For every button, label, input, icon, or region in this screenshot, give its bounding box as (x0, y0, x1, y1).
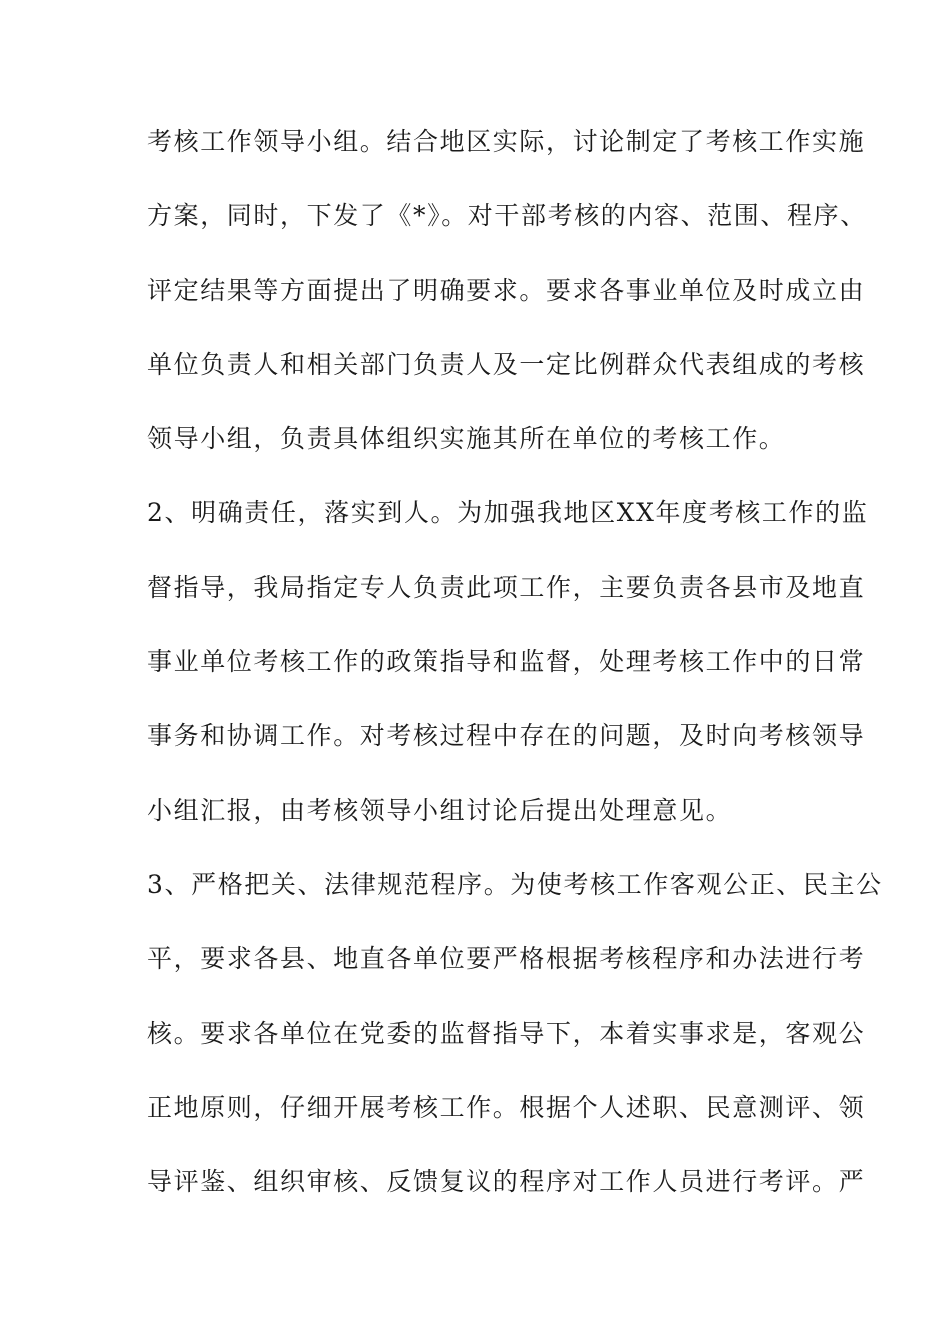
text-line: 核。要求各单位在党委的监督指导下，本着实事求是，客观公 (147, 1018, 866, 1048)
text-line: 平，要求各县、地直各单位要严格根据考核程序和办法进行考 (147, 944, 866, 974)
text-line: 督指导，我局指定专人负责此项工作，主要负责各县市及地直 (147, 572, 866, 602)
text-line: 3、严格把关、法律规范程序。为使考核工作客观公正、民主公 (147, 869, 883, 899)
text-line: 方案，同时，下发了《*》。对干部考核的内容、范围、程序、 (147, 201, 867, 231)
text-line: 导评鉴、组织审核、反馈复议的程序对工作人员进行考评。严 (147, 1167, 866, 1197)
text-line: 事务和协调工作。对考核过程中存在的问题，及时向考核领导 (147, 721, 866, 751)
text-line: 小组汇报，由考核领导小组讨论后提出处理意见。 (147, 795, 733, 825)
text-line: 2、明确责任，落实到人。为加强我地区XX年度考核工作的监 (147, 498, 869, 528)
text-line: 领导小组，负责具体组织实施其所在单位的考核工作。 (147, 424, 786, 454)
text-line: 考核工作领导小组。结合地区实际，讨论制定了考核工作实施 (147, 127, 866, 156)
text-line: 事业单位考核工作的政策指导和监督，处理考核工作中的日常 (147, 647, 866, 677)
text-line: 单位负责人和相关部门负责人及一定比例群众代表组成的考核 (147, 349, 866, 379)
text-line: 正地原则，仔细开展考核工作。根据个人述职、民意测评、领 (147, 1092, 866, 1122)
body-text (147, 127, 883, 1242)
text-line: 评定结果等方面提出了明确要求。要求各事业单位及时成立由 (147, 275, 866, 305)
